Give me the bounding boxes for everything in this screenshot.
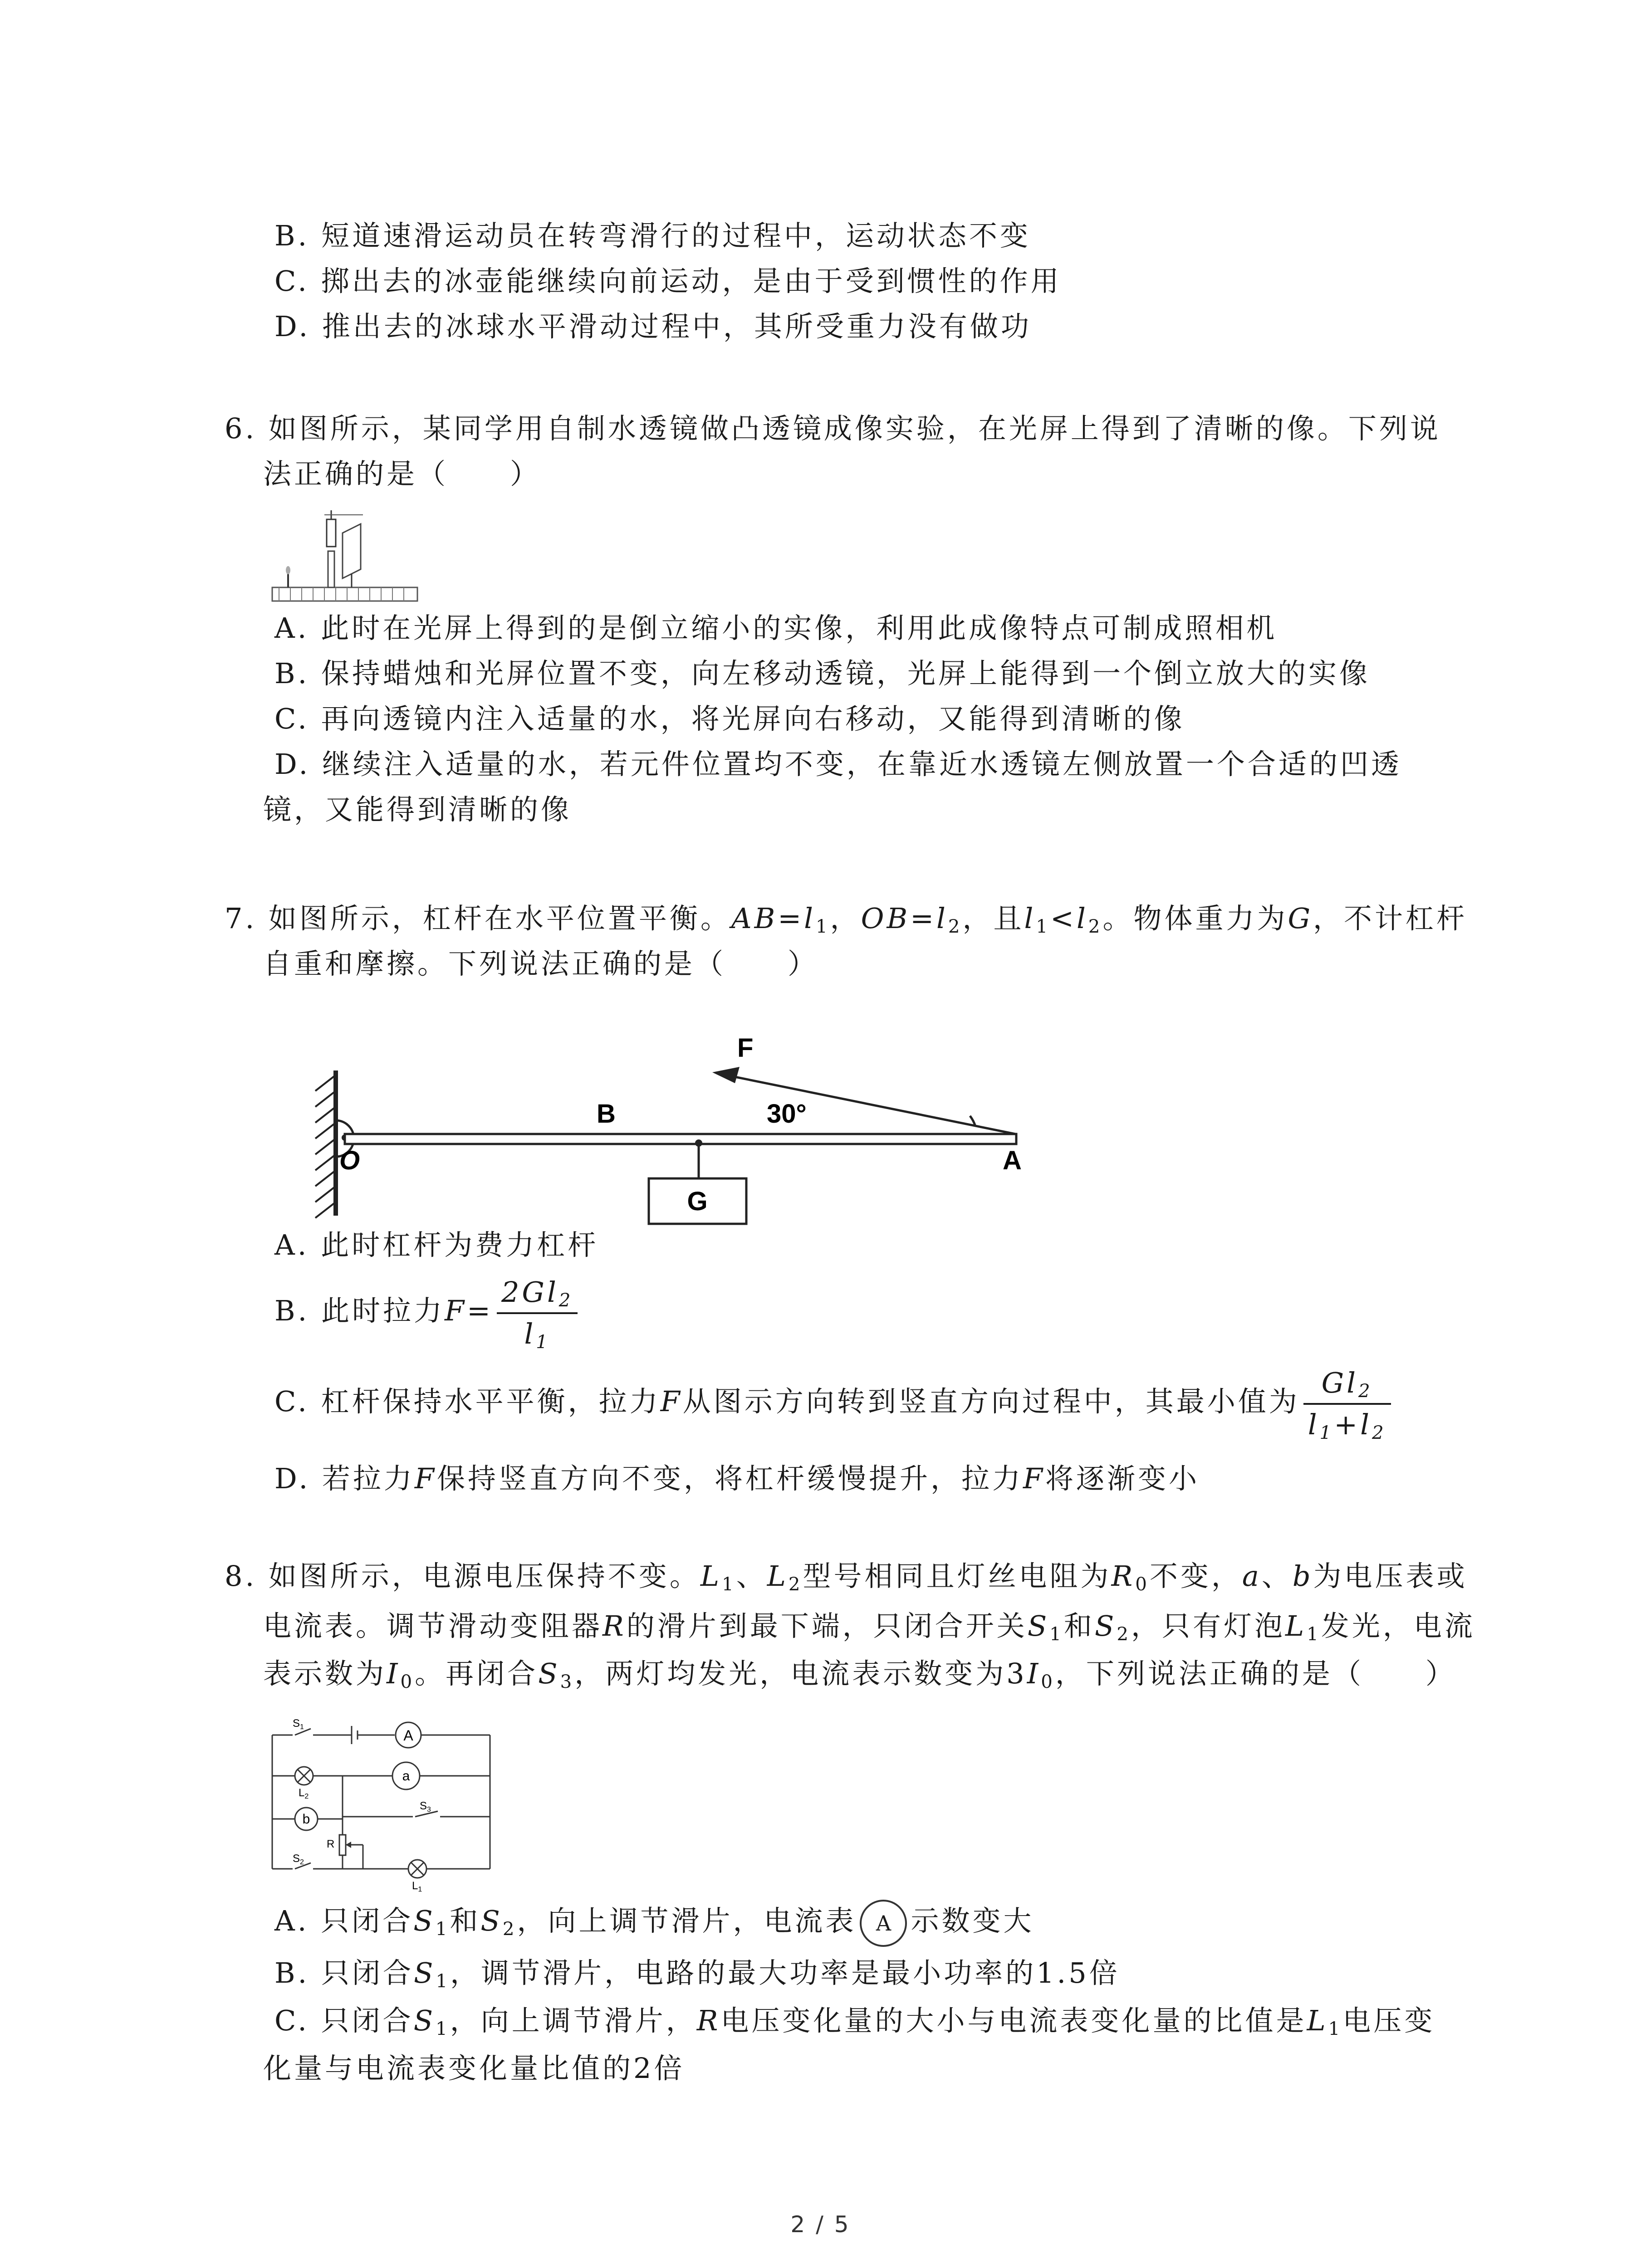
- q8-option-c-line2: 化量与电流表变化量比值的2倍: [263, 2052, 685, 2085]
- q8-stem-line3: 表示数为$I_0$。再闭合$S_3$，两灯均发光，电流表示数变为$3I_0$，下列说法正确的是（ ）: [263, 1657, 1456, 1693]
- q7-point-a-label: A: [1003, 1146, 1022, 1175]
- q7-option-c-fraction: $\frac{Gl_2}{l_1+l_2}$: [1303, 1363, 1391, 1445]
- q7-option-a: A. 此时杠杆为费力杠杆: [274, 1228, 599, 1261]
- q5-option-d: D. 推出去的冰球水平滑动过程中，其所受重力没有做功: [274, 310, 1032, 343]
- q6-option-c: C. 再向透镜内注入适量的水，将光屏向右移动，又能得到清晰的像: [274, 702, 1185, 735]
- q6-option-d-line1: D. 继续注入适量的水，若元件位置均不变，在靠近水透镜左侧放置一个合适的凹透: [274, 748, 1402, 781]
- q7-stem-line2: 自重和摩擦。下列说法正确的是（ ）: [263, 947, 819, 980]
- q8-option-a: A. 只闭合$S_1$和$S_2$，向上调节滑片，电流表 A 示数变大: [274, 1896, 1034, 1947]
- q6-option-a: A. 此时在光屏上得到的是倒立缩小的实像，利用此成像特点可制成照相机: [274, 611, 1278, 645]
- q7-option-b-fraction: $\frac{2Gl_2}{l_1}$: [497, 1272, 578, 1354]
- q8-meter-b-label: b: [302, 1812, 310, 1827]
- q7-option-d: D. 若拉力F保持竖直方向不变，将杠杆缓慢提升，拉力F将逐渐变小: [274, 1462, 1200, 1495]
- q8-meter-a-label: a: [402, 1769, 410, 1784]
- q8-ammeter-label: A: [403, 1727, 413, 1744]
- q8-option-c-line1: C. 只闭合$S_1$，向上调节滑片，R电压变化量的大小与电流表变化量的比值是$L_1$电压变: [274, 2004, 1435, 2040]
- q8-switch-s2-label: $S_2$: [293, 1853, 304, 1866]
- q8-option-b: B. 只闭合$S_1$，调节滑片，电路的最大功率是最小功率的1.5倍: [274, 1956, 1120, 1992]
- q8-lamp-l2-label: $L_2$: [299, 1787, 309, 1800]
- q7-angle-label: 30°: [767, 1099, 807, 1129]
- q5-option-c: C. 掷出去的冰壶能继续向前运动，是由于受到惯性的作用: [274, 264, 1062, 298]
- q7-force-label: F: [737, 1033, 754, 1063]
- ammeter-symbol: A: [860, 1900, 907, 1947]
- q7-option-b: B. 此时拉力F= $\frac{2Gl_2}{l_1}$: [274, 1270, 581, 1354]
- q6-stem-line2: 法正确的是（ ）: [263, 457, 541, 490]
- q5-option-b: B. 短道速滑运动员在转弯滑行的过程中，运动状态不变: [274, 219, 1031, 252]
- q7-point-b-label: B: [597, 1099, 616, 1129]
- q8-rheostat-label: R: [327, 1838, 335, 1850]
- q8-lamp-l1-label: $L_1$: [412, 1880, 422, 1893]
- q8-circuit-figure: [268, 1712, 495, 1893]
- q6-option-d-line2: 镜，又能得到清晰的像: [263, 793, 572, 826]
- q8-switch-s3-label: $S_3$: [420, 1800, 431, 1813]
- q7-point-o-label: O: [339, 1146, 360, 1175]
- q7-option-c: C. 杠杆保持水平平衡，拉力F从图示方向转到竖直方向过程中，其最小值为 $\frac{Gl_2}{l_1+l_2}$: [274, 1361, 1395, 1445]
- q8-stem-line2: 电流表。调节滑动变阻器R的滑片到最下端，只闭合开关$S_1$和$S_2$，只有灯泡$L_1$发光，电流: [263, 1609, 1475, 1645]
- q8-switch-s1-label: $S_1$: [293, 1717, 304, 1731]
- q8-stem-line1: 8. 如图所示，电源电压保持不变。$L_1$、$L_2$型号相同且灯丝电阻为$R_0$不变，a、b为电压表或: [225, 1559, 1468, 1595]
- q6-option-b: B. 保持蜡烛和光屏位置不变，向左移动透镜，光屏上能得到一个倒立放大的实像: [274, 657, 1370, 690]
- q6-lens-bench-figure: [270, 501, 420, 610]
- page-number: 2 / 5: [790, 2211, 851, 2238]
- q7-stem-line1: 7. 如图所示，杠杆在水平位置平衡。$AB=l_1$，$OB=l_2$，且$l_1<l_2$。物体重力为G，不计杠杆: [225, 902, 1467, 938]
- q7-lever-figure: [290, 1034, 1062, 1247]
- q7-weight-label: G: [687, 1187, 708, 1216]
- q6-stem-line1: 6. 如图所示，某同学用自制水透镜做凸透镜成像实验，在光屏上得到了清晰的像。下列说: [225, 412, 1441, 445]
